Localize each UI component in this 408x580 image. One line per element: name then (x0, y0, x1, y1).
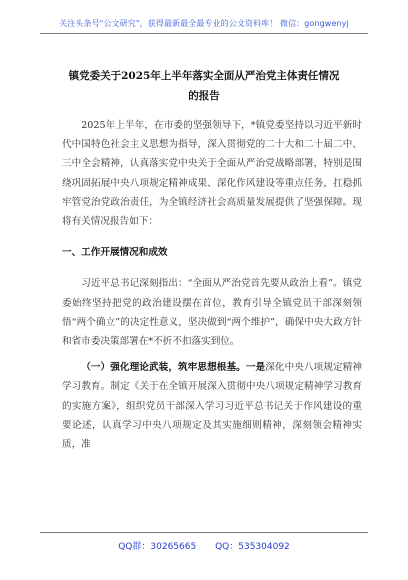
subsection-heading: （一）强化理论武装，筑牢思想根基。 (81, 362, 246, 374)
subsection-text: 深化中央八项规定精神学习教育。制定《关于在全镇开展深入贯彻中央八项规定精神学习教育的实施方案》，组织党员干部深入学习习近平总书记关于作风建设的重要论述，认真学习中央八项规定及其实施细则精神，深刻领会精神实质，准 (62, 362, 363, 451)
footer-qq-group: QQ群：30265665 (118, 542, 197, 552)
footer-divider (40, 532, 368, 533)
title-line-1: 镇党委关于2025年上半年落实全面从严治党主体责任情况 (68, 70, 340, 82)
document-body (62, 116, 362, 454)
document-title (52, 66, 356, 106)
subsection-paragraph (62, 358, 362, 454)
page-footer (0, 539, 408, 552)
footer-qq: QQ：535304092 (215, 542, 290, 552)
subsection-lead: 一是 (245, 362, 266, 374)
intro-paragraph: 2025年上半年，在市委的坚强领导下，*镇党委坚持以习近平新时代中国特色社会主义思想为指导，深入贯彻党的二十大和二十届二中、三中全会精神，认真落实党中央关于全面从严治党战略部署，特别是围绕巩固拓展中央八项规定精神成果、深化作风建设等重点任务，扛稳抓牢管党治党政治责任，为全镇经济社会高质量发展提供了坚强保障。现将有关情况报告如下： (62, 120, 362, 228)
title-line-2: 的报告 (188, 90, 220, 102)
section-heading: 一、工作开展情况和成效 (62, 247, 168, 259)
section-intro-paragraph: 习近平总书记深刻指出：“全面从严治党首先要从政治上看”。镇党委始终坚持把党的政治建设摆在首位，教育引导全镇党员干部深刻领悟“两个确立”的决定性意义，坚决做到“两个维护”，确保中央大政方针和省市委决策部署在*不折不扣落实到位。 (62, 278, 362, 348)
header-divider (40, 33, 368, 34)
page-header: 关注头条号"公文研究"，获得最新最全最专业的公文资料库！ 微信：gongwenyj (59, 19, 349, 28)
